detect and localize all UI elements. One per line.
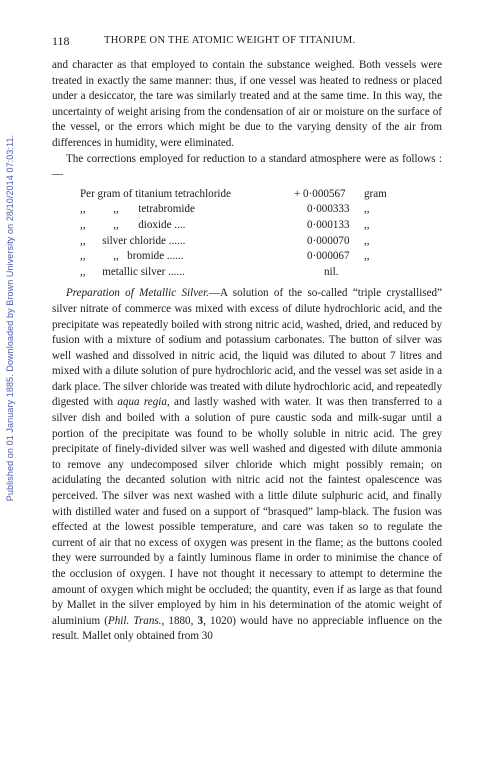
correction-label: Per gram of titanium tetrachloride — [80, 187, 231, 200]
corrections-row — [52, 187, 442, 203]
correction-value: 0·000067 — [307, 250, 350, 263]
corrections-row — [52, 249, 442, 265]
publication-stamp-text: Published on 01 January 1885. Downloaded by Brown University on 28/10/2014 07:03:11. — [5, 134, 15, 502]
correction-label: ,, ,, dioxide .... — [80, 218, 186, 231]
correction-value: + 0·000567 — [294, 187, 346, 200]
citation-volume: 3 — [197, 614, 204, 627]
paragraph-text: —A solution of the so-called “triple crystallised” silver nitrate of commerce was mixed with excess of dilute hydrochloric acid, and the precipitate was repeatedly boiled with strong nitric acid, washed, dried, and reduced by fusion with a mixture of sodium and potassium carbonates. The button of silver was well washed and dissolved in nitric acid, the liquid was diluted to about 7 litres and mixed with a dilute solution of pure hydrochloric acid, and the vessel was set aside in a dark place. The silver chloride was treated with dilute hydrochloric acid, and repeatedly digested with — [52, 287, 442, 409]
citation-text: , 1880, — [161, 614, 198, 627]
paragraph-weighing: and character as that employed to contain the substance weighed. Both vessels were treated in exactly the same manner: thus, if one vessel was heated to redness or placed under a desiccator, the tare was similarly treated and at the same time. In this way, the uncertainty of weight arising from the condensation of air or moisture on the surface of the vessel, or the errors which might be due to the varying density of the air from differences in humidity, were eliminated. — [52, 59, 442, 149]
correction-unit: ,, — [364, 250, 370, 263]
correction-value: 0·000133 — [307, 218, 350, 231]
correction-unit: ,, — [364, 234, 370, 247]
corrections-table — [52, 187, 442, 281]
paragraph-text: , 1020) would have no appreciable influence on the result. Mallet only obtained from 30 — [52, 614, 442, 643]
corrections-row — [52, 234, 442, 250]
corrections-row — [52, 265, 442, 281]
paragraph-silver-preparation — [52, 286, 442, 645]
publication-stamp — [0, 0, 20, 768]
citation-journal: Phil. Trans. — [107, 614, 162, 627]
correction-label: ,, ,, tetrabromide — [80, 203, 195, 216]
correction-label: ,, metallic silver ...... — [80, 265, 185, 278]
running-head — [52, 34, 442, 52]
correction-value: 0·000070 — [307, 234, 350, 247]
correction-value: nil. — [324, 265, 339, 278]
correction-unit: gram — [364, 187, 387, 200]
correction-value: 0·000333 — [307, 203, 350, 216]
corrections-row — [52, 218, 442, 234]
term-aqua-regia: aqua regia — [117, 396, 167, 409]
section-heading: Preparation of Metallic Silver. — [66, 287, 209, 300]
correction-label: ,, silver chloride ...... — [80, 234, 186, 247]
correction-unit: ,, — [364, 203, 370, 216]
paragraph-text: , and lastly washed with water. It was then transferred to a silver dish and boiled with a solution of pure caustic soda and milk-sugar until a portion of the precipitate was found to be wholly soluble in nitric acid. The grey precipitate of finely-divided silver was well washed and digested with dilute ammonia to remove any undecomposed silver chloride which might possibly remain; on acidulating the decanted solution with nitric acid not the faintest opalescence was perceived. The silver was next washed with a little dilute sulphuric acid, and finally with distilled water and fused on a support of “brasqued” lamp-black. The fusion was effected at the lowest possible temperature, and care was taken so to regulate the current of air that no excess of oxygen was present in the flame; as the buttons cooled they were surrounded by a faintly luminous flame in order to minimise the chance of the occlusion of oxygen. I have not thought it necessary to attempt to determine the amount of oxygen which might be occluded; the quantity, even if as large as that found by Mallet in the silver employed by him in his determination of the atomic weight of aluminium ( — [52, 396, 442, 627]
correction-label: ,, ,, bromide ...... — [80, 250, 184, 263]
page-number: 118 — [52, 34, 70, 48]
correction-unit: ,, — [364, 218, 370, 231]
corrections-row — [52, 202, 442, 218]
page-body — [52, 34, 442, 645]
paragraph-corrections-intro: The corrections employed for reduction to a standard atmosphere were as follows :— — [52, 152, 442, 181]
running-title: THORPE ON THE ATOMIC WEIGHT OF TITANIUM. — [104, 35, 356, 46]
